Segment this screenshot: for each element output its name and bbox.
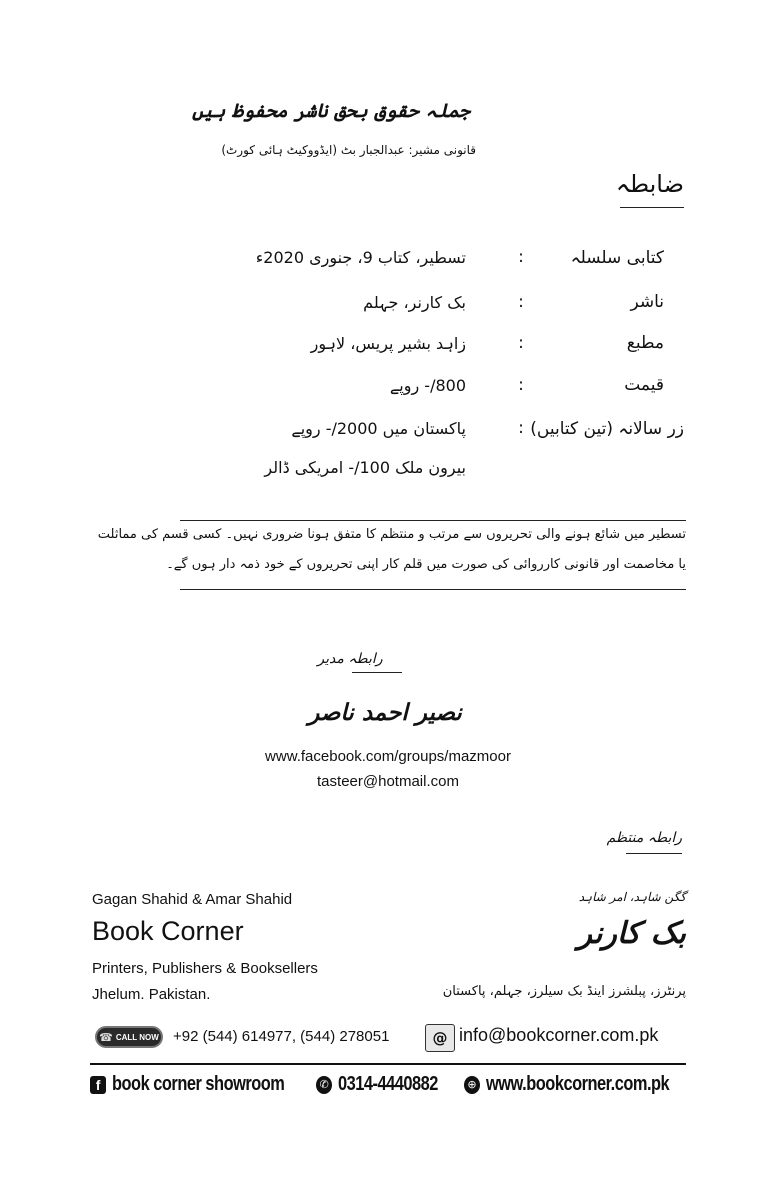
publisher-owners-ur: گگن شاہد، امر شاہد <box>578 890 686 904</box>
copyright-notice: جملہ حقوق بحق ناشر محفوظ ہیں <box>192 100 470 122</box>
section-title-underline <box>620 207 684 208</box>
detail-value: 800/- روپے <box>389 376 466 395</box>
notice-line-2: یا مخاصمت اور قانونی کارروائی کی صورت میں قلم کار اپنی تحریروں کے خود ذمہ دار ہوں گے۔ <box>166 557 686 572</box>
manager-title-underline <box>626 853 682 854</box>
contact-editor-title: رابطہ مدیر <box>317 651 383 667</box>
facebook-page-link[interactable]: book corner showroom <box>112 1073 285 1095</box>
call-now-label: CALL NOW <box>115 1032 159 1042</box>
website-link[interactable]: www.bookcorner.com.pk <box>486 1073 670 1095</box>
whatsapp-icon: ✆ <box>316 1076 332 1094</box>
detail-colon: : <box>518 292 524 312</box>
detail-value: پاکستان میں 2000/- روپے <box>291 419 466 438</box>
detail-label: قیمت <box>624 375 664 395</box>
facebook-group-link[interactable]: www.facebook.com/groups/mazmoor <box>265 748 511 765</box>
publisher-email[interactable]: info@bookcorner.com.pk <box>459 1025 659 1045</box>
publisher-owners-en: Gagan Shahid & Amar Shahid <box>92 891 293 908</box>
detail-colon: : <box>518 375 524 395</box>
detail-label: مطبع <box>626 333 664 353</box>
editor-email-link[interactable]: tasteer@hotmail.com <box>317 773 459 790</box>
detail-value: تسطیر، کتاب 9، جنوری 2020ء <box>255 248 466 267</box>
publisher-tagline-ur: پرنٹرز، پبلشرز اینڈ بک سیلرز، جہلم، پاکستان <box>442 984 686 999</box>
subscription-abroad: بیرون ملک 100/- امریکی ڈالر <box>264 458 466 477</box>
publisher-logo-ur: بک کارنر <box>577 916 686 951</box>
footer-bar <box>90 1073 686 1096</box>
notice-line-1: تسطیر میں شائع ہونے والی تحریروں سے مرتب و منتظم کا متفق ہونا ضروری نہیں۔ کسی قسم کی مماثلت <box>97 527 686 542</box>
detail-value: زاہد بشیر پریس، لاہور <box>310 334 466 353</box>
publisher-tagline-en: Printers, Publishers & Booksellers <box>92 960 318 977</box>
call-now-badge[interactable] <box>95 1026 163 1048</box>
phone-numbers[interactable]: +92 (544) 614977, (544) 278051 <box>173 1028 390 1045</box>
detail-label: کتابی سلسلہ <box>570 248 664 268</box>
footer-rule <box>90 1063 686 1065</box>
facebook-icon: f <box>90 1076 106 1094</box>
detail-value: بک کارنر، جہلم <box>363 293 466 312</box>
detail-label: ناشر <box>630 292 664 312</box>
detail-colon: : <box>518 333 524 353</box>
email-icon: @ <box>425 1024 455 1052</box>
editor-name: نصیر احمد ناصر <box>308 700 462 726</box>
notice-top-rule <box>180 520 686 521</box>
globe-icon: ⊕ <box>464 1076 480 1094</box>
contact-manager-title: رابطہ منتظم <box>606 830 682 846</box>
publisher-name-en: Book Corner <box>92 916 244 946</box>
legal-advisor: قانونی مشیر: عبدالجبار بٹ (ایڈووکیٹ ہائی کورٹ) <box>221 143 476 157</box>
detail-colon: : <box>518 247 524 267</box>
contact-title-underline <box>352 672 402 673</box>
publisher-city-en: Jhelum. Pakistan. <box>92 986 211 1003</box>
whatsapp-number[interactable]: 0314-4440882 <box>338 1073 439 1095</box>
phone-icon: ☎ <box>99 1030 113 1044</box>
detail-label: زر سالانہ (تین کتابیں) <box>530 419 684 439</box>
detail-colon: : <box>518 418 524 438</box>
notice-bottom-rule <box>180 589 686 590</box>
section-title: ضابطہ <box>615 170 684 198</box>
